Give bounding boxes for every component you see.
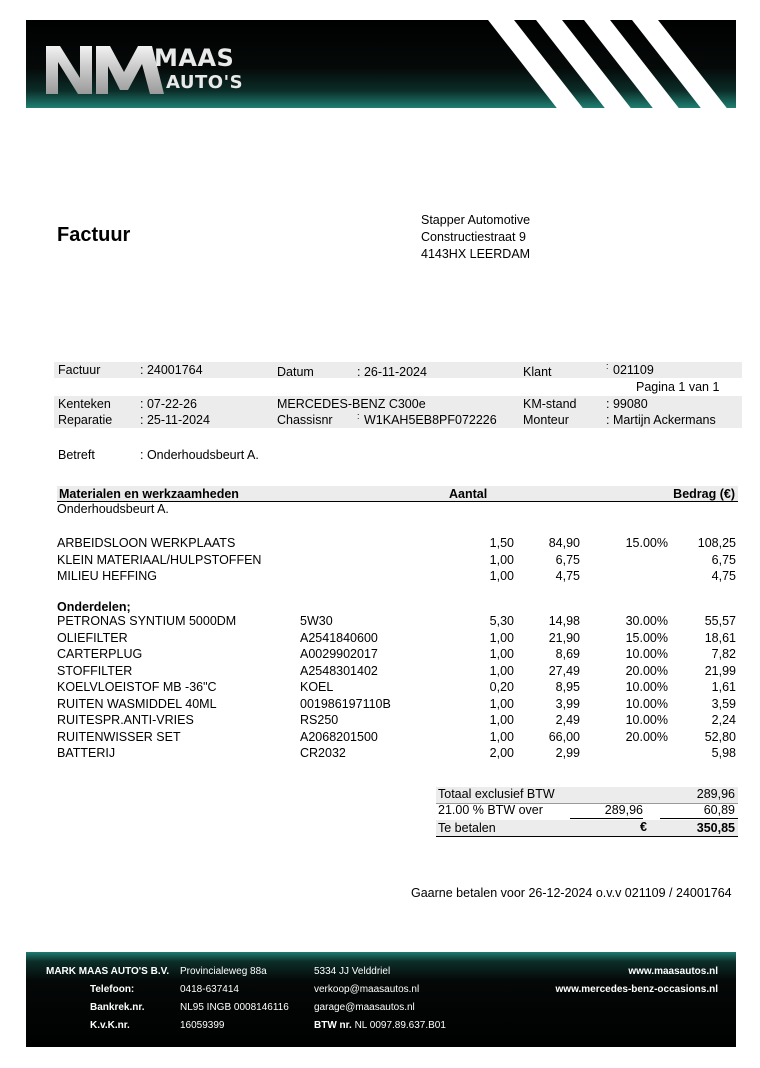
datum-label: Datum (277, 365, 314, 379)
footer-bank-label: Bankrek.nr. (90, 1002, 145, 1013)
item-amount: 1,61 (711, 680, 736, 694)
page-title: Factuur (57, 224, 131, 246)
item-code: A2548301402 (300, 663, 378, 678)
chassis-label: Chassisnr (277, 413, 333, 427)
item-code: RS250 (300, 713, 339, 727)
item-price: 8,69 (555, 647, 580, 661)
pay-currency: € (640, 820, 647, 834)
footer-email-sales[interactable]: verkoop@maasautos.nl (314, 984, 420, 995)
item-description: RUITESPR.ANTI-VRIES (57, 713, 194, 727)
klant-label: Klant (523, 365, 552, 379)
maas-logo-icon (46, 42, 164, 94)
footer-city: 5334 JJ Velddriel (314, 966, 391, 977)
item-discount: 15.00% (625, 536, 668, 550)
item-price: 2,99 (555, 746, 580, 760)
item-code: A2068201500 (300, 729, 378, 744)
item-code: A2541840600 (300, 630, 378, 645)
header-banner (26, 20, 736, 108)
pay-value: 350,85 (696, 821, 735, 835)
footer-phone[interactable]: 0418-637414 (180, 984, 239, 995)
parts-title: Onderdelen; (57, 600, 131, 614)
km-value: : 99080 (606, 397, 648, 411)
item-code: KOEL (300, 680, 334, 694)
item-amount: 7,82 (711, 647, 736, 661)
item-price: 27,49 (548, 663, 580, 678)
payment-note: Gaarne betalen voor 26-12-2024 o.v.v 021109 / 24001764 (411, 886, 732, 900)
item-amount: 52,80 (704, 729, 736, 744)
item-discount: 10.00% (625, 680, 668, 694)
item-amount: 5,98 (711, 746, 736, 760)
total-excl-label: Totaal exclusief BTW (438, 787, 555, 801)
item-amount: 3,59 (711, 696, 736, 711)
item-amount: 2,24 (711, 713, 736, 727)
reparatie-label: Reparatie (58, 413, 113, 427)
datum-value: : 26-11-2024 (357, 365, 427, 379)
item-code: 5W30 (300, 614, 333, 628)
klant-colon: : (606, 361, 609, 371)
betreft-value: : Onderhoudsbeurt A. (140, 448, 259, 462)
item-price: 3,99 (555, 696, 580, 711)
item-quantity: 0,20 (489, 680, 514, 694)
klant-number: 021109 (613, 363, 654, 377)
item-description: RUITENWISSER SET (57, 729, 181, 744)
vehicle-model: MERCEDES-BENZ C300e (277, 397, 426, 411)
item-description: PETRONAS SYNTIUM 5000DM (57, 614, 237, 628)
item-description: RUITEN WASMIDDEL 40ML (57, 696, 217, 711)
item-code: 001986197110B (300, 696, 391, 711)
footer-company: MARK MAAS AUTO'S B.V. (46, 966, 170, 977)
footer-kvk-label: K.v.K.nr. (90, 1020, 130, 1031)
item-quantity: 1,00 (489, 552, 514, 567)
item-price: 8,95 (555, 680, 580, 694)
footer-website[interactable]: www.maasautos.nl (628, 966, 718, 977)
total-excl-value: 289,96 (696, 787, 735, 801)
brand-subname: AUTO'S (166, 72, 244, 93)
footer-kvk: 16059399 (180, 1020, 225, 1031)
btw-label: 21.00 % BTW over (438, 803, 543, 817)
item-quantity: 1,00 (489, 663, 514, 678)
item-amount: 108,25 (697, 536, 736, 550)
item-discount: 10.00% (625, 713, 668, 727)
item-description: OLIEFILTER (57, 630, 128, 645)
betreft-label: Betreft (58, 448, 95, 462)
item-amount: 6,75 (711, 552, 736, 567)
item-discount: 20.00% (625, 663, 668, 678)
item-price: 6,75 (555, 552, 580, 567)
footer-banner (26, 952, 736, 1047)
col-header-quantity: Aantal (449, 487, 488, 501)
factuur-number: : 24001764 (140, 363, 203, 377)
item-discount: 30.00% (625, 614, 668, 628)
item-quantity: 1,00 (489, 729, 514, 744)
item-quantity: 1,00 (489, 647, 514, 661)
footer-btw-label: BTW nr. (314, 1020, 352, 1031)
item-quantity: 1,50 (489, 536, 514, 550)
item-description: KLEIN MATERIAAL/HULPSTOFFEN (57, 552, 262, 567)
item-price: 66,00 (548, 729, 580, 744)
chassis-value: W1KAH5EB8PF072226 (364, 413, 497, 427)
item-price: 84,90 (548, 536, 580, 550)
item-amount: 55,57 (704, 614, 736, 628)
item-code: A0029902017 (300, 647, 378, 661)
item-amount: 18,61 (704, 630, 736, 645)
item-discount: 15.00% (625, 630, 668, 645)
item-quantity: 1,00 (489, 696, 514, 711)
item-description: MILIEU HEFFING (57, 569, 158, 583)
item-description: BATTERIJ (57, 746, 116, 760)
pay-label: Te betalen (438, 821, 496, 835)
btw-base: 289,96 (604, 803, 643, 817)
recipient-name: Stapper Automotive (421, 213, 531, 227)
footer-iban: NL95 INGB 0008146116 (180, 1002, 289, 1013)
footer-website-occasions[interactable]: www.mercedes-benz-occasions.nl (555, 984, 718, 995)
col-header-amount: Bedrag (€) (673, 487, 735, 501)
chassis-colon: : (357, 411, 360, 421)
brand-name: MAAS (154, 44, 235, 72)
recipient-street: Constructiestraat 9 (421, 230, 526, 244)
monteur-value: : Martijn Ackermans (606, 413, 716, 427)
col-header-description: Materialen en werkzaamheden (59, 487, 239, 501)
footer-btw-value: NL 0097.89.637.B01 (354, 1020, 446, 1031)
km-label: KM-stand (523, 397, 577, 411)
kenteken-value: : 07-22-26 (140, 397, 197, 411)
item-price: 4,75 (555, 569, 580, 583)
kenteken-label: Kenteken (58, 397, 111, 411)
item-quantity: 1,00 (489, 569, 514, 583)
item-discount: 10.00% (625, 696, 668, 711)
item-quantity: 5,30 (489, 614, 514, 628)
item-description: ARBEIDSLOON WERKPLAATS (57, 536, 236, 550)
item-amount: 4,75 (711, 569, 736, 583)
item-amount: 21,99 (704, 663, 736, 678)
footer-tel-label: Telefoon: (90, 984, 135, 995)
item-code: CR2032 (300, 746, 346, 760)
item-price: 14,98 (548, 614, 580, 628)
reparatie-value: : 25-11-2024 (140, 413, 210, 427)
recipient-city: 4143HX LEERDAM (421, 247, 531, 261)
item-discount: 20.00% (625, 729, 668, 744)
item-discount: 10.00% (625, 647, 668, 661)
item-quantity: 2,00 (489, 746, 514, 760)
item-description: STOFFILTER (57, 663, 133, 678)
section-title: Onderhoudsbeurt A. (57, 502, 169, 516)
item-quantity: 1,00 (489, 630, 514, 645)
footer-email-garage[interactable]: garage@maasautos.nl (314, 1002, 415, 1013)
item-description: KOELVLOEISTOF MB -36"C (57, 680, 217, 694)
monteur-label: Monteur (523, 413, 569, 427)
factuur-label: Factuur (58, 363, 101, 377)
item-quantity: 1,00 (489, 713, 514, 727)
item-price: 2,49 (555, 713, 580, 727)
page-indicator: Pagina 1 van 1 (636, 380, 720, 394)
item-price: 21,90 (548, 630, 580, 645)
item-description: CARTERPLUG (57, 647, 143, 661)
footer-address: Provincialeweg 88a (180, 966, 267, 977)
btw-value: 60,89 (703, 803, 735, 817)
